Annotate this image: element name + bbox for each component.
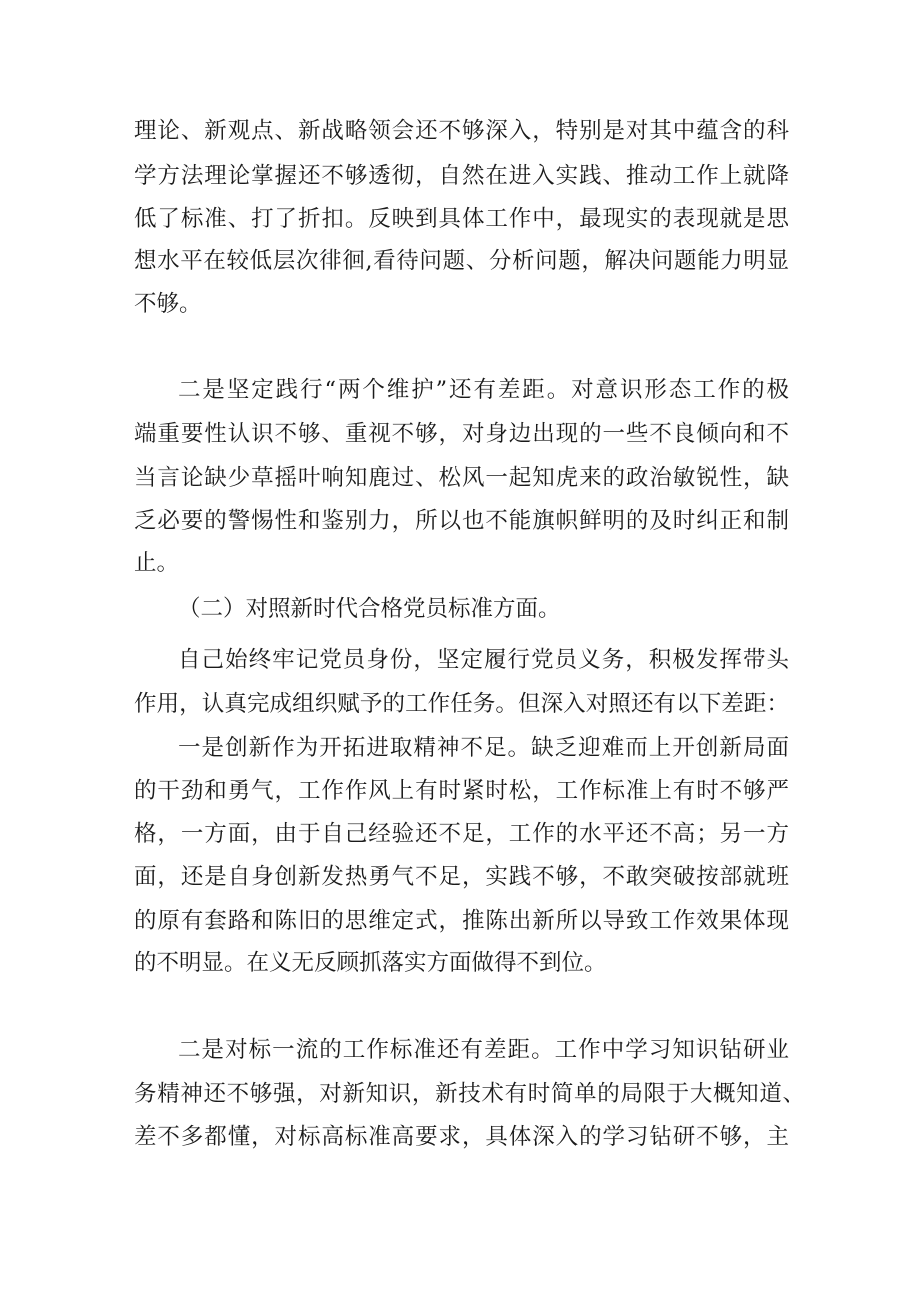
text-line: 一是创新作为开拓进取精神不足。缺乏迎难而上开创新局面 xyxy=(178,735,789,761)
text-line: 不够。 xyxy=(134,291,202,317)
text-line: 差不多都懂，对标高标准高要求，具体深入的学习钻研不够，主 xyxy=(134,1124,789,1150)
text-line: 止。 xyxy=(134,550,180,576)
paragraph-first-line xyxy=(134,1035,789,1065)
text-line: 作用，认真完成组织赋予的工作任务。但深入对照还有以下差距： xyxy=(134,691,789,717)
text-line: 面，还是自身创新发热勇气不足，实践不够，不敢突破按部就班 xyxy=(134,864,789,890)
section-heading: （二）对照新时代合格党员标准方面。 xyxy=(178,596,561,622)
paragraph-first-line xyxy=(134,733,789,763)
text-line: 的不明显。在义无反顾抓落实方面做得不到位。 xyxy=(134,950,607,976)
text-line: 当言论缺少草摇叶响知鹿过、松风一起知虎来的政治敏锐性，缺 xyxy=(134,465,789,491)
text-line: 二是坚定践行“两个维护”还有差距。对意识形态工作的极 xyxy=(178,377,789,403)
text-line: 格，一方面，由于自己经验还不足，工作的水平还不高；另一方 xyxy=(134,821,789,847)
text-line: 二是对标一流的工作标准还有差距。工作中学习知识钻研业 xyxy=(178,1037,789,1063)
text-line: 学方法理论掌握还不够透彻，自然在进入实践、推动工作上就降 xyxy=(134,163,789,189)
text-line: 的干劲和勇气，工作作风上有时紧时松，工作标准上有时不够严 xyxy=(134,778,789,804)
text-line: 想水平在较低层次徘徊,看待问题、分析问题，解决问题能力明显 xyxy=(134,248,789,274)
text-line: 理论、新观点、新战略领会还不够深入，特别是对其中蕴含的科 xyxy=(134,118,789,144)
text-line: 务精神还不够强，对新知识，新技术有时简单的局限于大概知道、 xyxy=(134,1081,805,1107)
text-line: 的原有套路和陈旧的思维定式，推陈出新所以导致工作效果体现 xyxy=(134,908,789,934)
text-line: 端重要性认识不够、重视不够，对身边出现的一些不良倾向和不 xyxy=(134,421,789,447)
paragraph-first-line xyxy=(134,375,789,405)
paragraph-first-line xyxy=(134,645,789,675)
text-line: 自己始终牢记党员身份，坚定履行党员义务，积极发挥带头 xyxy=(178,647,789,673)
text-line: 乏必要的警惕性和鉴别力，所以也不能旗帜鲜明的及时纠正和制 xyxy=(134,508,789,534)
text-line: 低了标准、打了折扣。反映到具体工作中，最现实的表现就是思 xyxy=(134,206,789,232)
